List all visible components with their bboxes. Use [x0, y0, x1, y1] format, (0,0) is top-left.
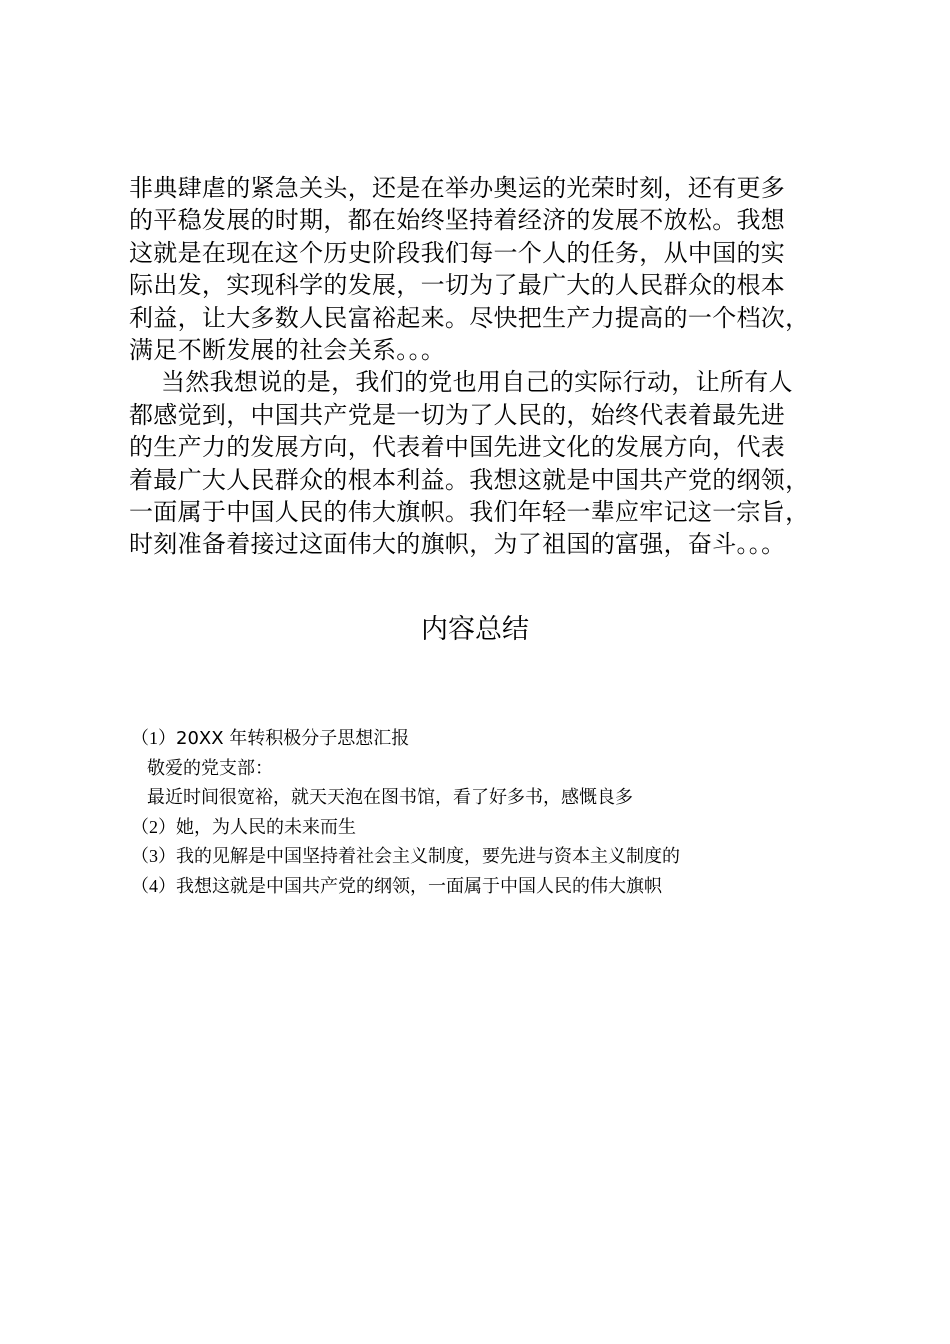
body-line: 满足不断发展的社会关系。。。	[129, 335, 446, 364]
body-line: 一面属于中国人民的伟大旗帜。我们年轻一辈应牢记这一宗旨，	[129, 497, 810, 526]
summary-item-number: （2）	[131, 816, 176, 837]
summary-item-text: 我的见解是中国坚持着社会主义制度，要先进与资本主义制度的	[176, 846, 680, 867]
summary-item-text: 她，为人民的未来而生	[176, 816, 356, 838]
body-line: 的平稳发展的时期，都在始终坚持着经济的发展不放松。我想	[129, 206, 786, 235]
body-line: 利益，让大多数人民富裕起来。尽快把生产力提高的一个档次，	[129, 303, 810, 332]
summary-item	[131, 783, 851, 813]
summary-item	[131, 813, 851, 843]
summary-item	[131, 754, 851, 784]
summary-item-number: （4）	[131, 875, 176, 896]
body-line: 的生产力的发展方向，代表着中国先进文化的发展方向，代表	[129, 433, 786, 462]
summary-item	[131, 724, 851, 754]
summary-item-text: 20XX 年转积极分子思想汇报	[176, 728, 410, 749]
summary-item	[131, 842, 851, 872]
body-line: 这就是在现在这个历史阶段我们每一个人的任务，从中国的实	[129, 238, 786, 267]
summary-item-text: 我想这就是中国共产党的纲领，一面属于中国人民的伟大旗帜	[176, 875, 662, 897]
body-line: 非典肆虐的紧急关头，还是在举办奥运的光荣时刻，还有更多	[129, 174, 786, 202]
summary-item-number: （3）	[131, 846, 176, 866]
summary-list	[131, 724, 851, 901]
summary-item	[131, 872, 851, 902]
body-text	[129, 172, 849, 561]
body-line: 着最广大人民群众的根本利益。我想这就是中国共产党的纲领，	[129, 465, 810, 494]
summary-item-text: 敬爱的党支部：	[147, 757, 273, 779]
body-line: 当然我想说的是，我们的党也用自己的实际行动，让所有人	[161, 368, 793, 397]
summary-item-number: （1）	[131, 728, 176, 748]
body-line: 际出发，实现科学的发展，一切为了最广大的人民群众的根本	[129, 271, 786, 300]
summary-title: 内容总结	[421, 614, 529, 645]
summary-item-text: 最近时间很宽裕，就天天泡在图书馆，看了好多书，感慨良多	[147, 787, 633, 808]
body-line: 都感觉到，中国共产党是一切为了人民的，始终代表着最先进	[129, 400, 786, 429]
body-line: 时刻准备着接过这面伟大的旗帜，为了祖国的富强，奋斗。。。	[129, 530, 786, 559]
